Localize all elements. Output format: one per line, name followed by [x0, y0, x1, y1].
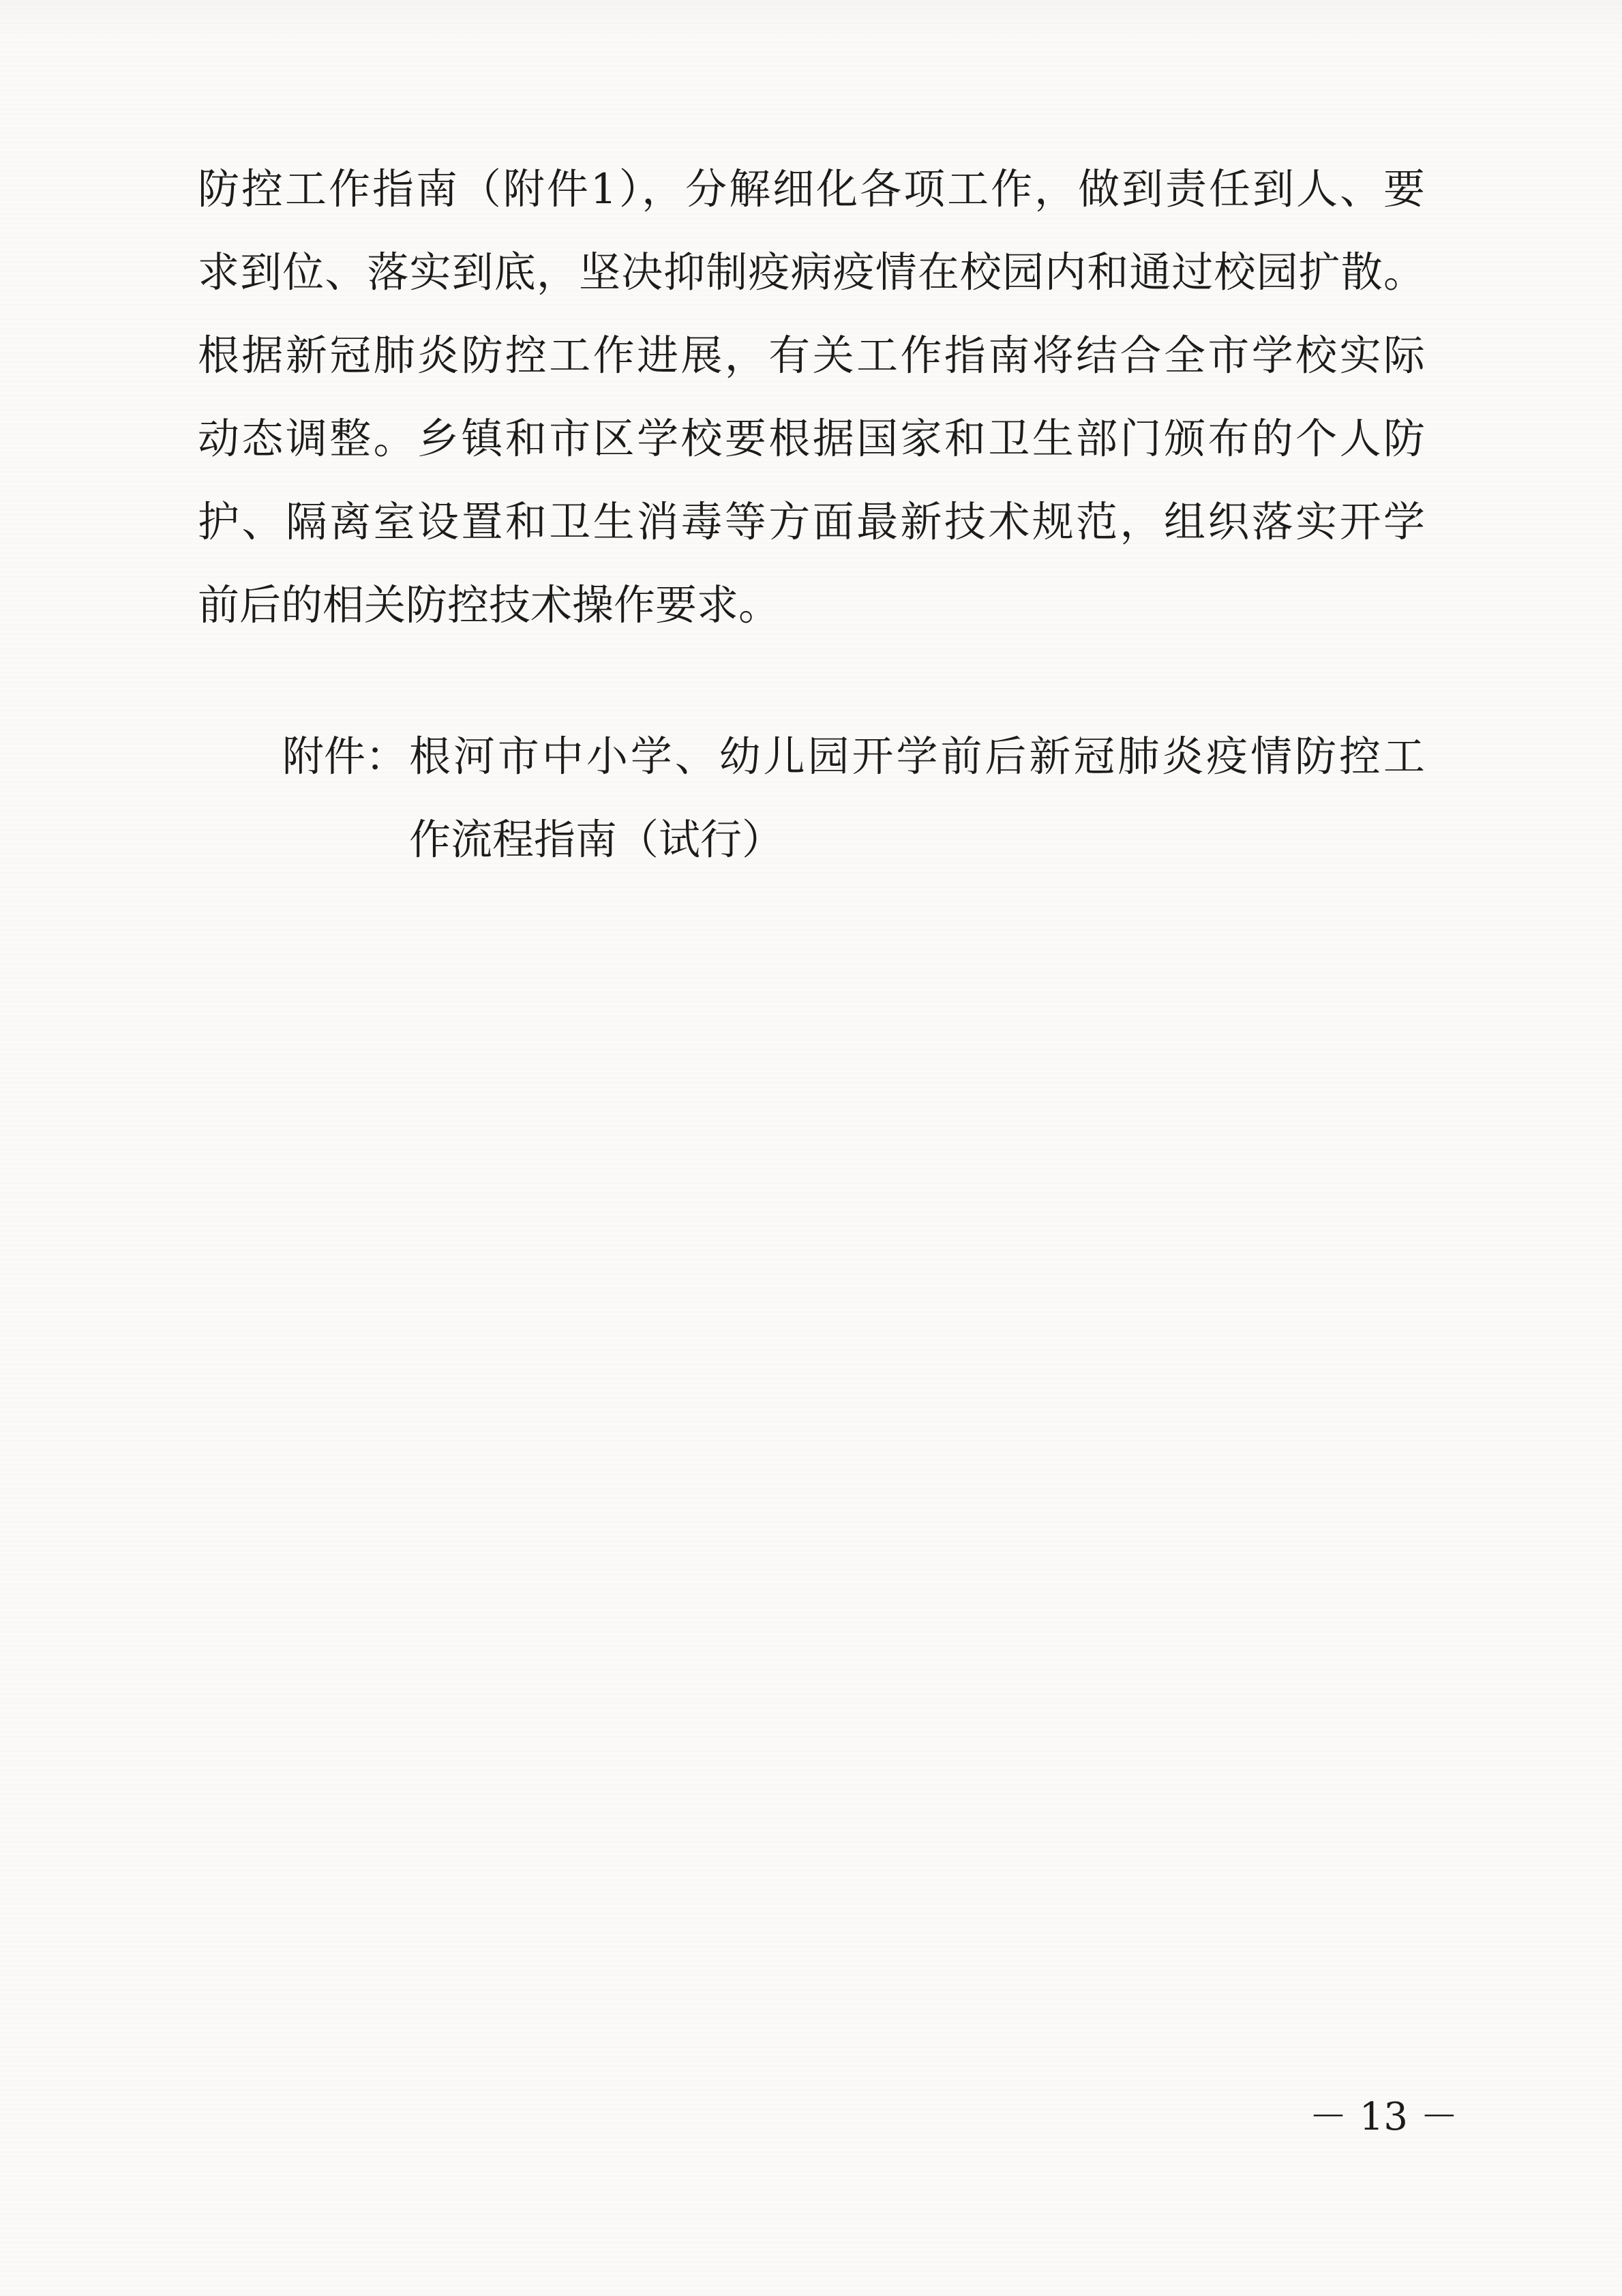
- body-text-line-1: 防控工作指南（附件1），分解细化各项工作，做到责任到人、要: [198, 165, 1425, 213]
- page-number: － 13 －: [1309, 2095, 1458, 2139]
- body-text-line-6: 前后的相关防控技术操作要求。: [198, 581, 781, 629]
- body-text-line-2: 求到位、落实到底，坚决抑制疫病疫情在校园内和通过校园扩散。: [198, 248, 1425, 297]
- attachment-label: 附件：: [282, 732, 408, 781]
- body-text-line-5: 护、隔离室设置和卫生消毒等方面最新技术规范，组织落实开学: [198, 498, 1425, 546]
- attachment-title-line-1: 根河市中小学、幼儿园开学前后新冠肺炎疫情防控工: [409, 732, 1425, 781]
- attachment-title-line-2: 作流程指南（试行）: [409, 816, 784, 864]
- body-text-line-4: 动态调整。乡镇和市区学校要根据国家和卫生部门颁布的个人防: [198, 415, 1425, 463]
- body-text-line-3: 根据新冠肺炎防控工作进展，有关工作指南将结合全市学校实际: [198, 331, 1425, 380]
